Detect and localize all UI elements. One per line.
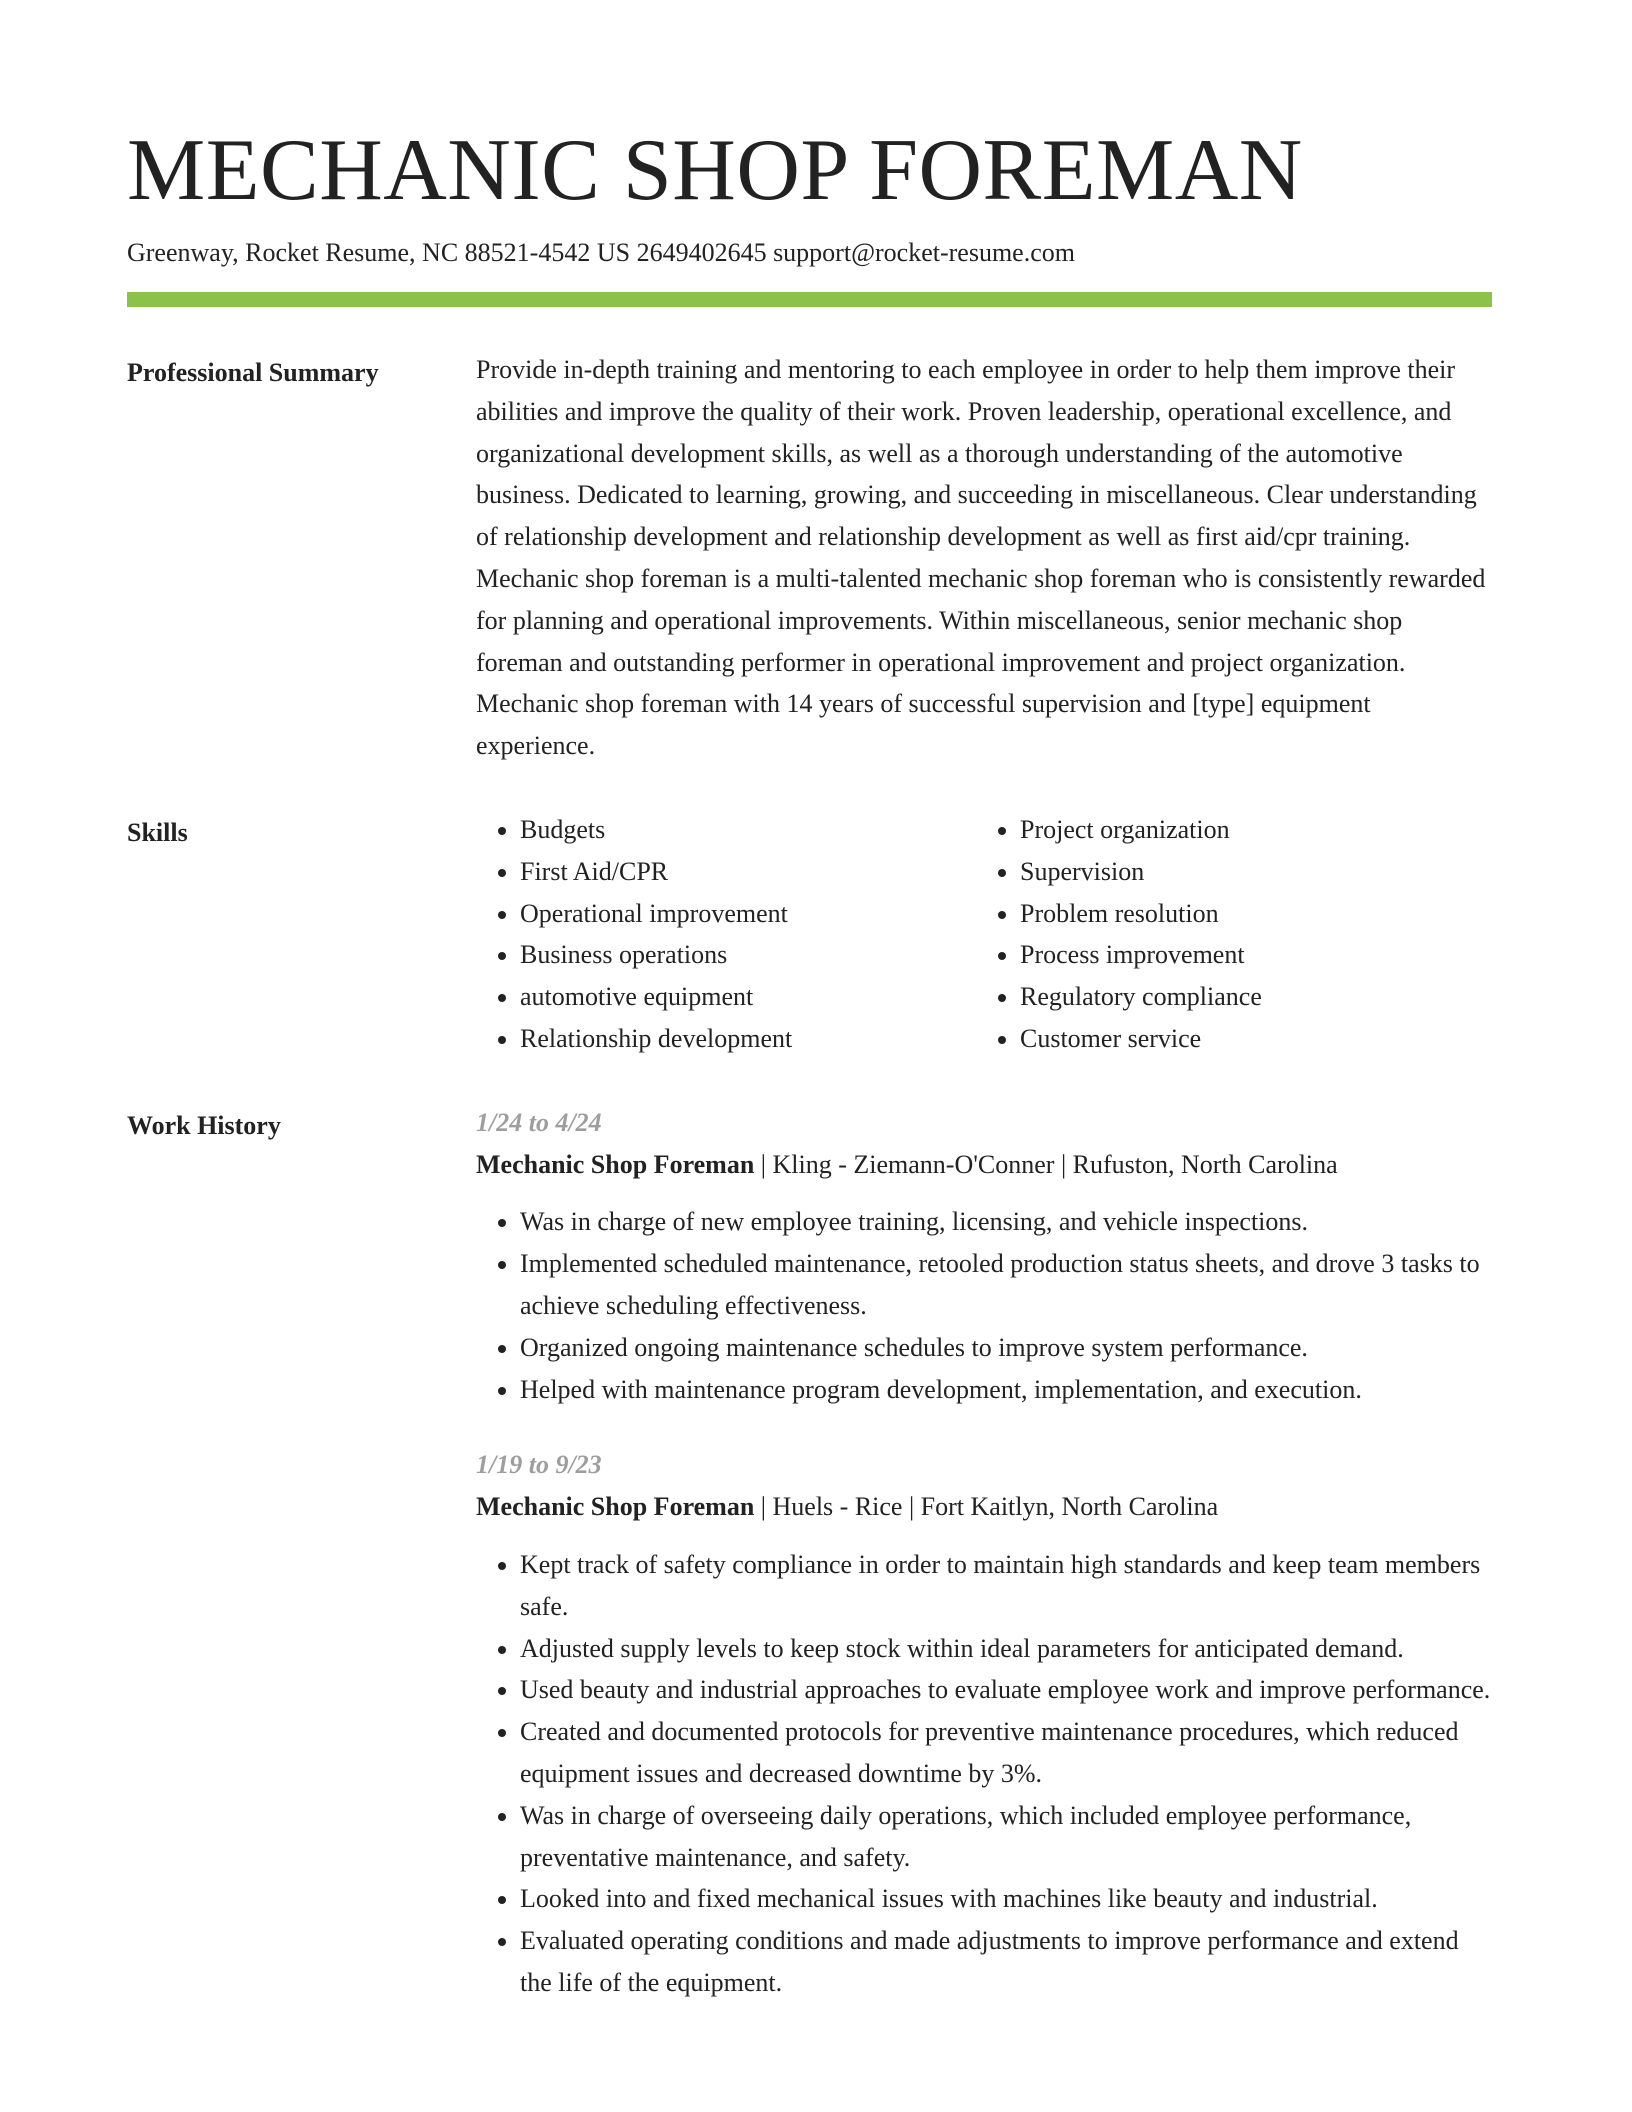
job-entry bbox=[476, 1444, 1492, 2003]
job-header bbox=[476, 1144, 1492, 1186]
job-bullet: • Kept track of safety compliance in order to maintain high standards and keep team members safe. bbox=[520, 1544, 1492, 1628]
skill-item: • Project organization bbox=[1020, 809, 1476, 851]
skill-item: • automotive equipment bbox=[520, 976, 976, 1018]
skills-section bbox=[127, 815, 1492, 1060]
job-bullet: • Created and documented protocols for preventive maintenance procedures, which reduced equipment issues and decreased downtime by 3%. bbox=[520, 1711, 1492, 1795]
job-bullet: • Evaluated operating conditions and made adjustments to improve performance and extend the life of the equipment. bbox=[520, 1920, 1492, 2004]
skill-item: • Process improvement bbox=[1020, 934, 1476, 976]
job-dates: 1/19 to 9/23 bbox=[476, 1450, 602, 1480]
job-bullet: • Was in charge of new employee training, licensing, and vehicle inspections. bbox=[520, 1201, 1492, 1243]
skill-item: • First Aid/CPR bbox=[520, 851, 976, 893]
header-divider bbox=[127, 292, 1492, 307]
job-details: | Kling - Ziemann-O'Conner | Rufuston, North Carolina bbox=[754, 1149, 1338, 1179]
summary-section bbox=[127, 355, 1492, 767]
skills-right-list bbox=[976, 809, 1476, 1060]
resume-name: MECHANIC SHOP FOREMAN bbox=[127, 122, 1303, 219]
job-bullets bbox=[476, 1201, 1492, 1410]
job-details: | Huels - Rice | Fort Kaitlyn, North Carolina bbox=[754, 1492, 1219, 1522]
work-history-section bbox=[127, 1108, 1492, 2004]
skill-item: • Relationship development bbox=[520, 1018, 976, 1060]
contact-line: Greenway, Rocket Resume, NC 88521-4542 US 2649402645 support@rocket-resume.com bbox=[127, 238, 1075, 267]
job-bullet: • Implemented scheduled maintenance, retooled production status sheets, and drove 3 tasks to achieve scheduling effectiveness. bbox=[520, 1243, 1492, 1327]
skill-item: • Customer service bbox=[1020, 1018, 1476, 1060]
job-bullet: • Helped with maintenance program development, implementation, and execution. bbox=[520, 1369, 1492, 1411]
job-title: Mechanic Shop Foreman bbox=[476, 1492, 755, 1522]
job-bullet: • Adjusted supply levels to keep stock within ideal parameters for anticipated demand. bbox=[520, 1628, 1492, 1670]
job-title: Mechanic Shop Foreman bbox=[476, 1149, 755, 1179]
resume bbox=[127, 0, 1492, 2004]
job-header bbox=[476, 1486, 1492, 1528]
skill-item: • Problem resolution bbox=[1020, 893, 1476, 935]
skills-heading: Skills bbox=[127, 817, 188, 847]
job-entry bbox=[476, 1102, 1492, 1411]
skills-grid bbox=[476, 809, 1492, 1060]
skill-item: • Business operations bbox=[520, 934, 976, 976]
summary-heading: Professional Summary bbox=[127, 358, 379, 387]
job-bullet: • Organized ongoing maintenance schedules to improve system performance. bbox=[520, 1327, 1492, 1369]
skill-item: • Regulatory compliance bbox=[1020, 976, 1476, 1018]
job-bullets bbox=[476, 1544, 1492, 2004]
work-history-heading: Work History bbox=[127, 1110, 281, 1140]
skills-left-list bbox=[476, 809, 976, 1060]
job-dates: 1/24 to 4/24 bbox=[476, 1107, 602, 1137]
job-bullet: • Used beauty and industrial approaches to evaluate employee work and improve performance. bbox=[520, 1669, 1492, 1711]
skill-item: • Operational improvement bbox=[520, 893, 976, 935]
job-bullet: • Looked into and fixed mechanical issues with machines like beauty and industrial. bbox=[520, 1878, 1492, 1920]
skill-item: • Budgets bbox=[520, 809, 976, 851]
skill-item: • Supervision bbox=[1020, 851, 1476, 893]
summary-text: Provide in-depth training and mentoring to each employee in order to help them improve their abilities and improve the quality of their work. Proven leadership, operational excellence, and organizational development skills, as well as a thorough understanding of the automotive business. Dedicated to learning, growing, and succeeding in miscellaneous. Clear understanding of relationship development and relationship development as well as first aid/cpr training. Mechanic shop foreman is a multi-talented mechanic shop foreman who is consistently rewarded for planning and operational improvements. Within miscellaneous, senior mechanic shop foreman and outstanding performer in operational improvement and project organization. Mechanic shop foreman with 14 years of successful supervision and [type] equipment experience. bbox=[476, 355, 1486, 761]
job-bullet: • Was in charge of overseeing daily operations, which included employee performance, preventative maintenance, and safety. bbox=[520, 1795, 1492, 1879]
